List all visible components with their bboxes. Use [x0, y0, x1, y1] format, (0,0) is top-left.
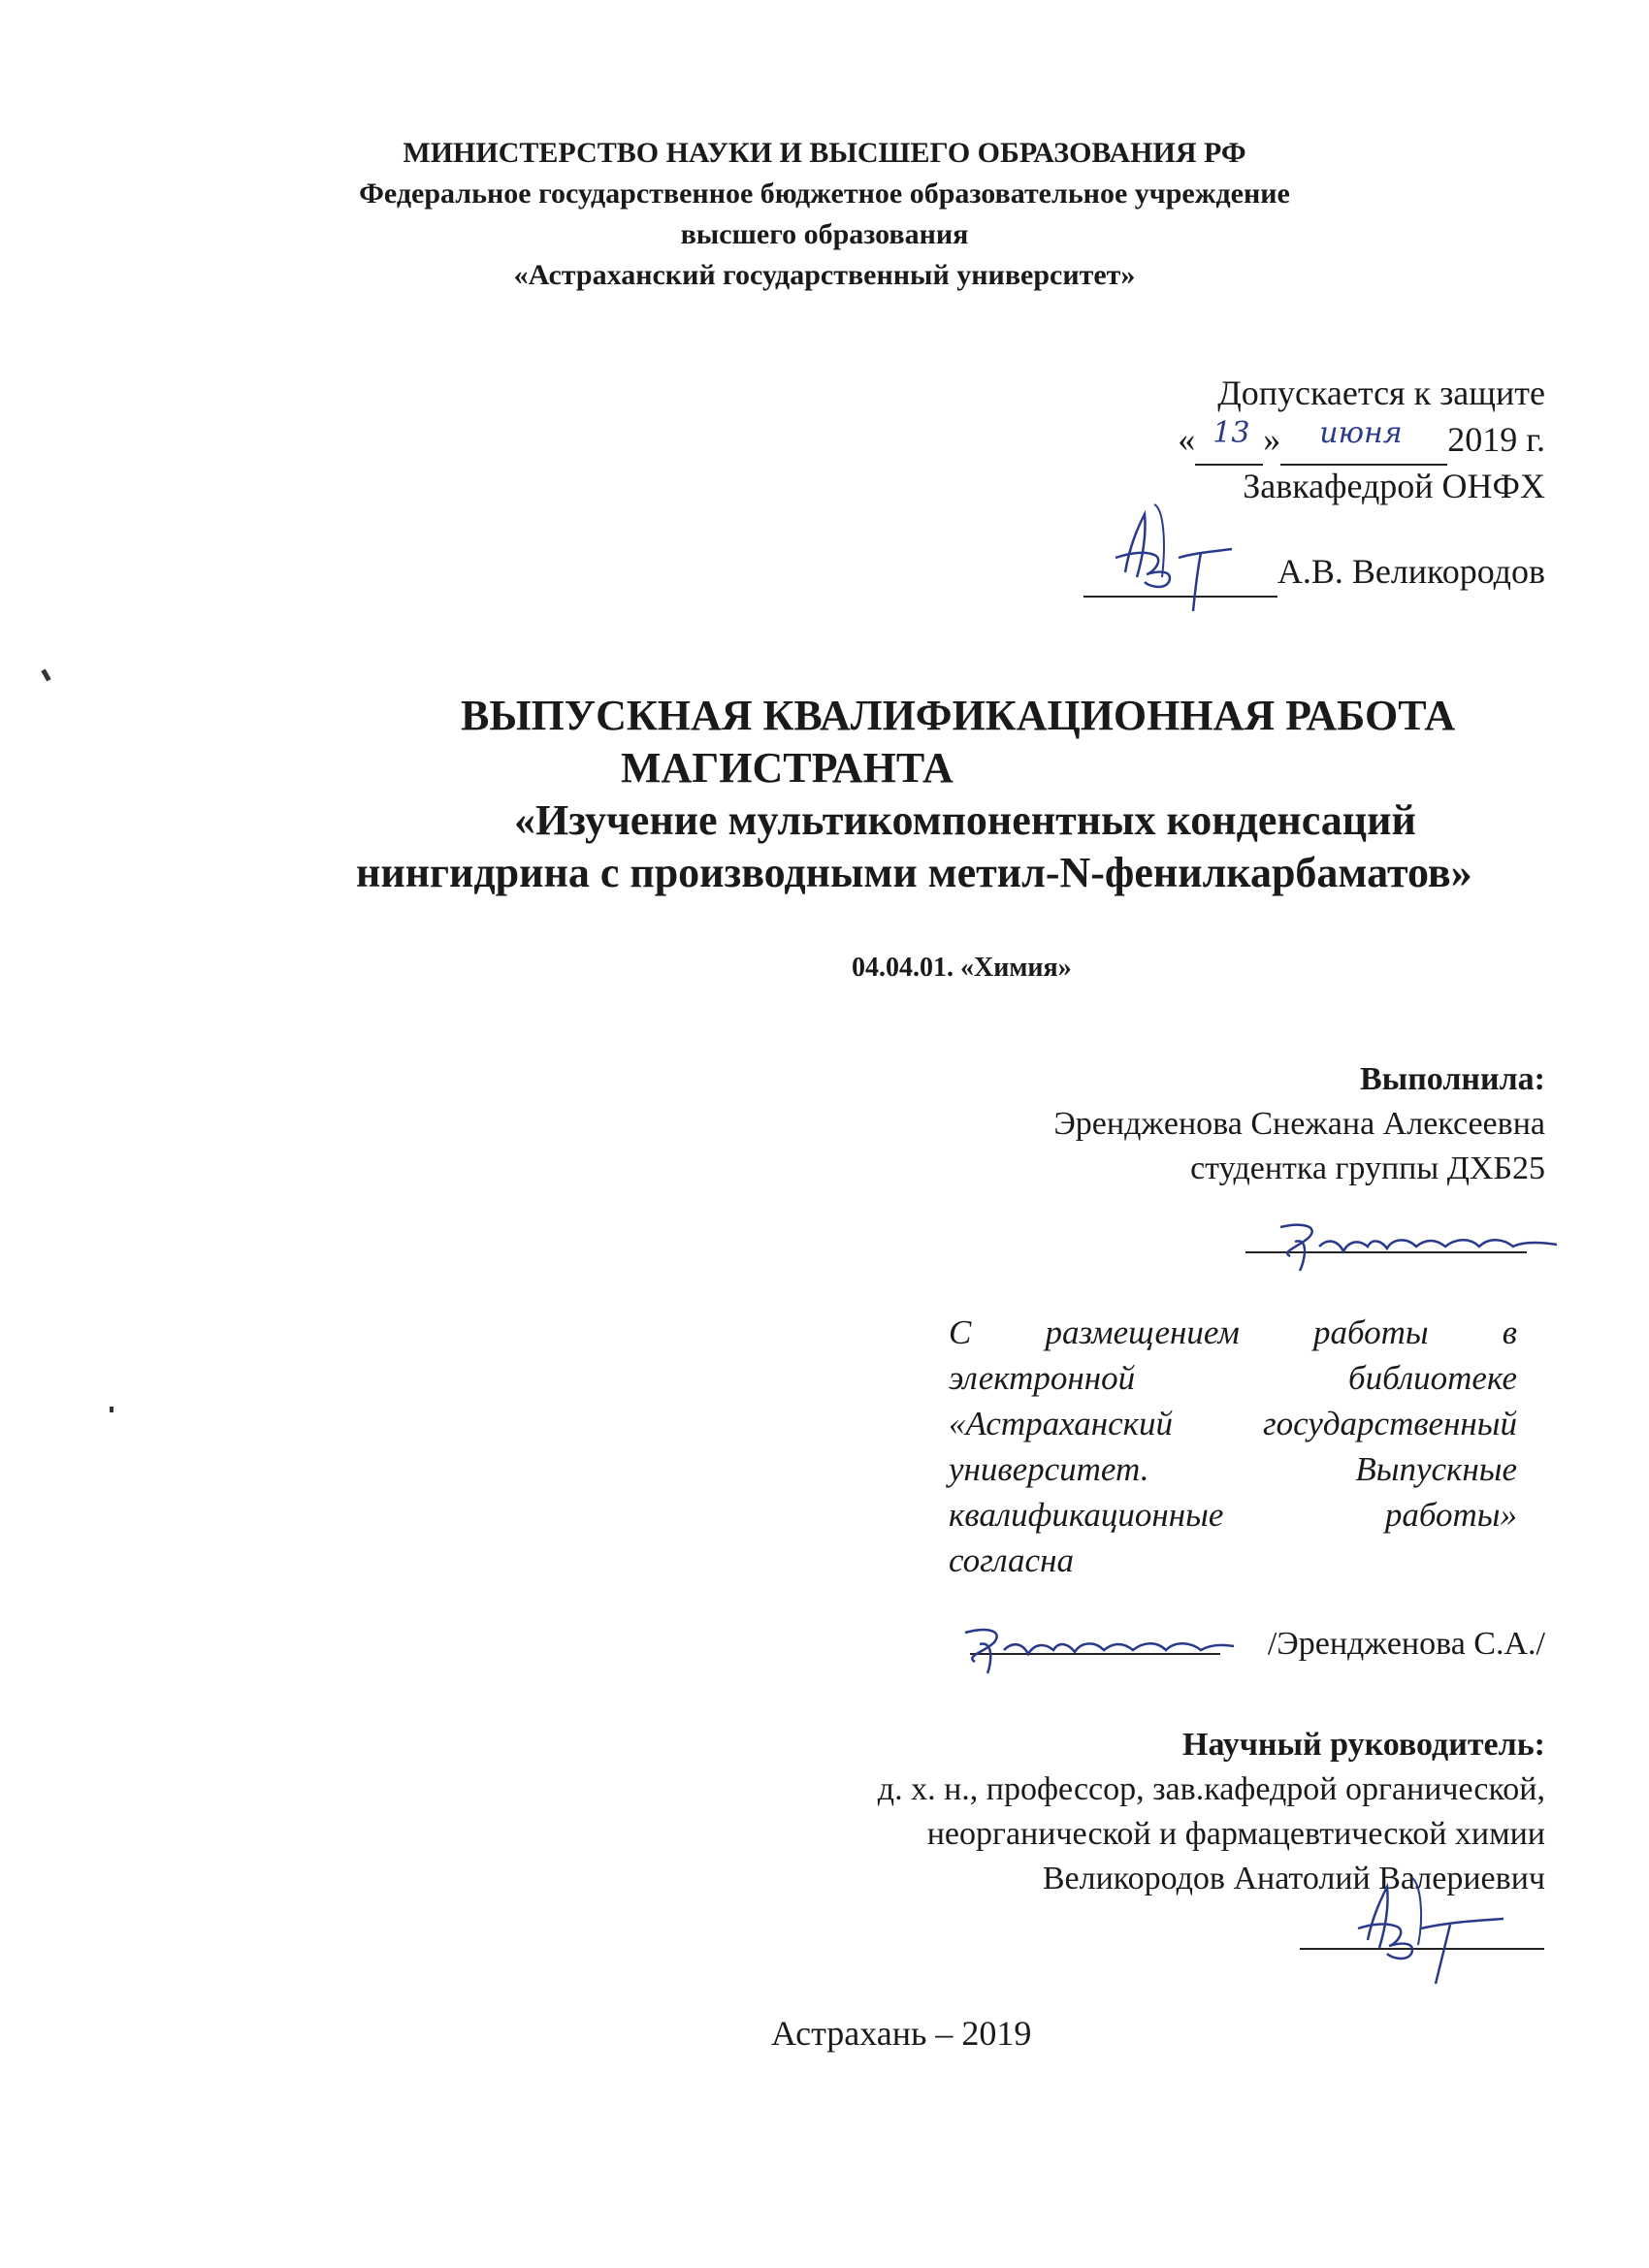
executor-name: Эренджeнова Снежана Алексеевна	[1053, 1106, 1545, 1142]
head-title: Завкафедрой ОНФХ	[1243, 467, 1545, 505]
title-line-3: «Изучение мультикомпонентных конденсаций	[514, 796, 1416, 844]
date-month-handwritten: июня	[1319, 416, 1403, 450]
date-day-handwritten: 13	[1212, 416, 1250, 450]
university-name: «Астраханский государственный университет»	[513, 259, 1136, 291]
consent-line-6: согласна	[949, 1541, 1074, 1579]
ministry-line: МИНИСТЕРСТВО НАУКИ И ВЫСШЕГО ОБРАЗОВАНИЯ РФ	[403, 137, 1246, 169]
margin-mark	[41, 669, 50, 682]
consent-line-5: квалификационные работы»	[949, 1496, 1517, 1534]
approval-date	[1178, 415, 1545, 466]
supervisor-name: Великородов Анатолий Валериевич	[1042, 1861, 1545, 1896]
executor-group: студентка группы ДХБ25	[1190, 1150, 1545, 1186]
supervisor-position-2: неорганической и фармацевтической химии	[926, 1816, 1545, 1852]
consent-line-1: С размещением работы в	[949, 1313, 1517, 1351]
supervisor-label: Научный руководитель:	[1182, 1727, 1545, 1763]
date-day-blank	[1195, 415, 1263, 466]
institution-line-2: высшего образования	[680, 218, 969, 250]
date-month-blank	[1280, 415, 1447, 466]
supervisor-position-1: д. х. н., профессор, зав.кафедрой органической,	[877, 1771, 1545, 1807]
title-line-1: ВЫПУСКНАЯ КВАЛИФИКАЦИОННАЯ РАБОТА	[461, 692, 1456, 739]
executor-signature-graphic	[1261, 1208, 1562, 1285]
date-close-quote: »	[1263, 420, 1281, 459]
date-year: 2019 г.	[1447, 420, 1545, 459]
consent-line-3: «Астраханский государственный	[949, 1405, 1517, 1442]
date-open-quote: «	[1178, 420, 1196, 459]
head-signature-graphic	[1086, 485, 1280, 621]
consent-text	[949, 1310, 1517, 1583]
approval-label: Допускается к защите	[1217, 373, 1545, 412]
title-line-4: нингидрина с производными метил-N-фенилкарбаматов»	[356, 849, 1472, 896]
head-name: А.В. Великородов	[1277, 552, 1545, 591]
consent-line-2: электронной библиотеке	[949, 1359, 1517, 1397]
consent-signature-graphic	[951, 1615, 1242, 1683]
title-line-2: МАГИСТРАНТА	[621, 744, 954, 792]
consent-signer: /Эренджeнова С.А./	[1267, 1626, 1545, 1662]
institution-line-1: Федеральное государственное бюджетное образовательное учреждение	[359, 178, 1290, 210]
consent-line-4: университет. Выпускные	[949, 1450, 1517, 1488]
executor-label: Выполнила:	[1359, 1061, 1545, 1097]
supervisor-signature-graphic	[1339, 1863, 1552, 1989]
specialty: 04.04.01. «Химия»	[852, 953, 1072, 983]
city-year: Астрахань – 2019	[771, 2014, 1032, 2053]
margin-dot	[110, 1407, 113, 1412]
